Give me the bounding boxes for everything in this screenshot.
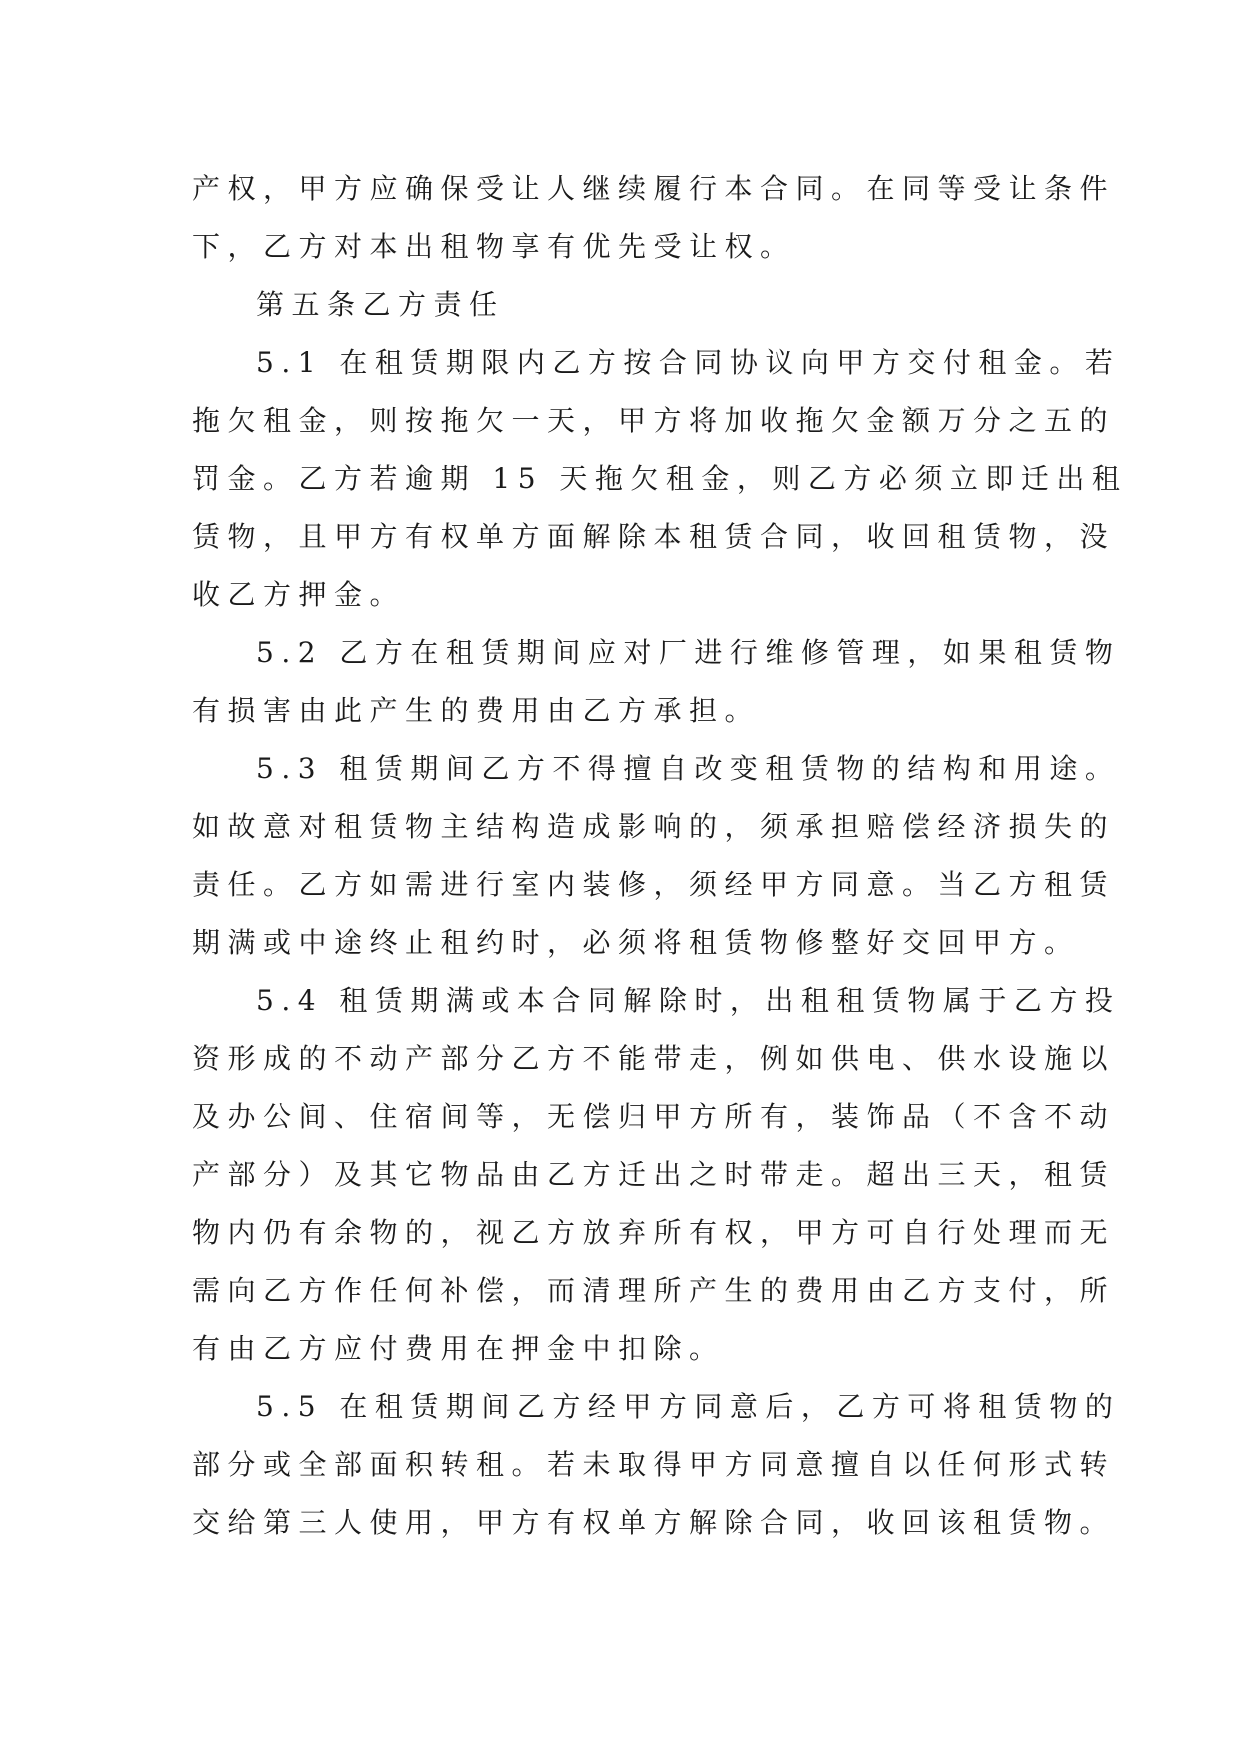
text-line: 交给第三人使用，甲方有权单方解除合同，收回该租赁物。 (192, 1506, 1116, 1539)
text-line: 物内仍有余物的，视乙方放弃所有权，甲方可自行处理而无 (192, 1216, 1116, 1249)
text-line: 罚金。乙方若逾期 15 天拖欠租金，则乙方必须立即迁出租 (192, 462, 1128, 495)
document-body (192, 160, 1128, 1552)
paragraph-continuation (192, 160, 1116, 276)
text-line: 拖欠租金，则按拖欠一天，甲方将加收拖欠金额万分之五的 (192, 404, 1116, 437)
clause-5-3 (192, 740, 1121, 972)
text-line: 部分或全部面积转租。若未取得甲方同意擅自以任何形式转 (192, 1448, 1116, 1481)
clause-5-5 (192, 1378, 1121, 1552)
text-line: 5.4 租赁期满或本合同解除时，出租租赁物属于乙方投 (256, 984, 1121, 1017)
text-line: 5.5 在租赁期间乙方经甲方同意后，乙方可将租赁物的 (256, 1390, 1121, 1423)
text-line: 有由乙方应付费用在押金中扣除。 (192, 1332, 725, 1365)
clause-5-4 (192, 972, 1121, 1378)
text-line: 5.3 租赁期间乙方不得擅自改变租赁物的结构和用途。 (256, 752, 1121, 785)
text-line: 资形成的不动产部分乙方不能带走，例如供电、供水设施以 (192, 1042, 1116, 1075)
text-line: 下，乙方对本出租物享有优先受让权。 (192, 230, 796, 263)
section-heading (192, 276, 1072, 334)
text-line: 如故意对租赁物主结构造成影响的，须承担赔偿经济损失的 (192, 810, 1116, 843)
text-line: 责任。乙方如需进行室内装修，须经甲方同意。当乙方租赁 (192, 868, 1116, 901)
text-line: 需向乙方作任何补偿，而清理所产生的费用由乙方支付，所 (192, 1274, 1116, 1307)
section-heading-text: 第五条乙方责任 (256, 288, 505, 321)
text-line: 5.2 乙方在租赁期间应对厂进行维修管理，如果租赁物 (256, 636, 1121, 669)
text-line: 产权，甲方应确保受让人继续履行本合同。在同等受让条件 (192, 172, 1116, 205)
text-line: 收乙方押金。 (192, 578, 406, 611)
text-line: 有损害由此产生的费用由乙方承担。 (192, 694, 761, 727)
text-line: 期满或中途终止租约时，必须将租赁物修整好交回甲方。 (192, 926, 1080, 959)
text-line: 5.1 在租赁期限内乙方按合同协议向甲方交付租金。若 (256, 346, 1121, 379)
text-line: 赁物，且甲方有权单方面解除本租赁合同，收回租赁物，没 (192, 520, 1116, 553)
clause-5-2 (192, 624, 1121, 740)
text-line: 及办公间、住宿间等，无偿归甲方所有，装饰品（不含不动 (192, 1100, 1116, 1133)
clause-5-1 (192, 334, 1128, 624)
text-line: 产部分）及其它物品由乙方迁出之时带走。超出三天，租赁 (192, 1158, 1116, 1191)
